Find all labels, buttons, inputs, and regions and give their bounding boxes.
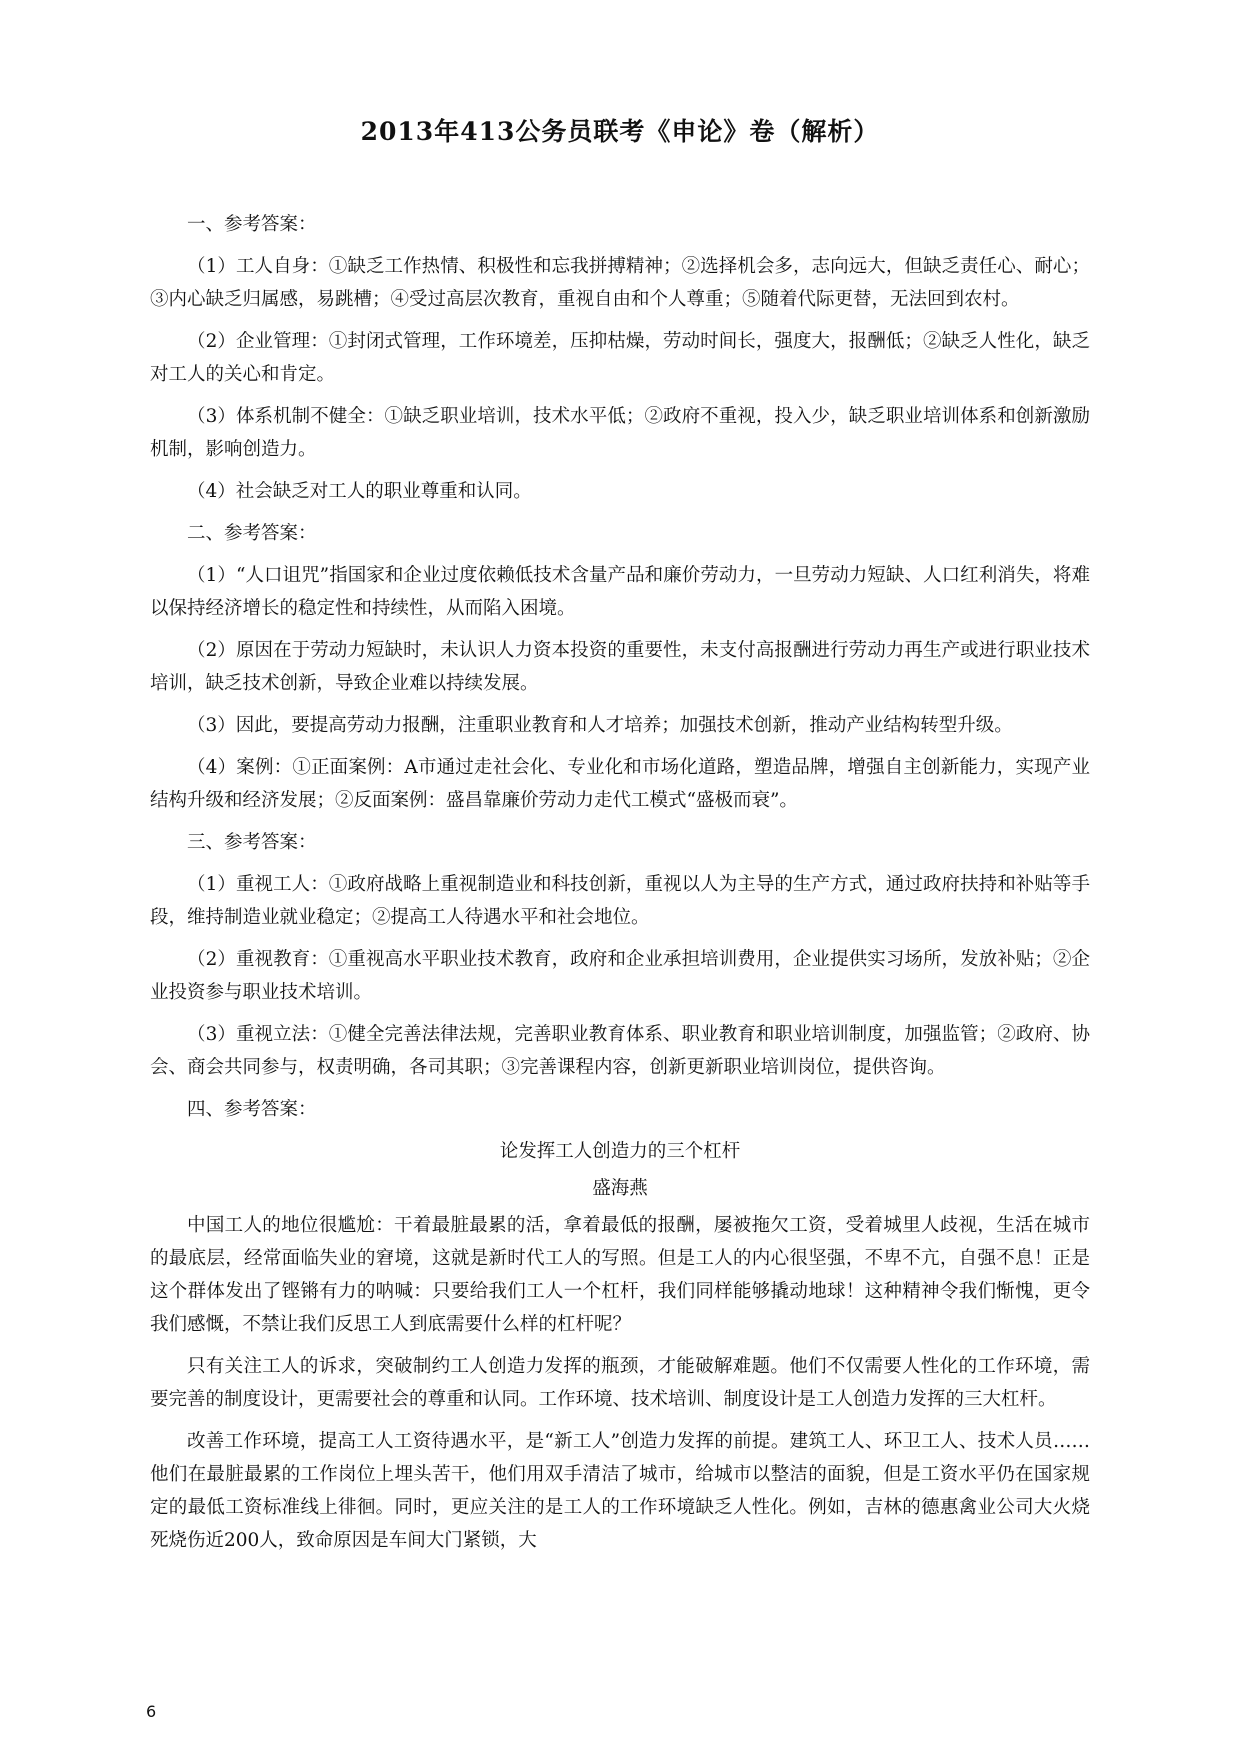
essay-title: 论发挥工人创造力的三个杠杆 (499, 1141, 741, 1162)
answer-paragraph: （3）体系机制不健全：①缺乏职业培训，技术水平低；②政府不重视，投入少，缺乏职业培训体系和创新激励机制，影响创造力。 (150, 406, 1090, 460)
answer-paragraph: （2）重视教育：①重视高水平职业技术教育，政府和企业承担培训费用，企业提供实习场所，发放补贴；②企业投资参与职业技术培训。 (150, 949, 1090, 1003)
essay-paragraph: 中国工人的地位很尴尬：干着最脏最累的活，拿着最低的报酬，屡被拖欠工资，受着城里人歧视，生活在城市的最底层，经常面临失业的窘境，这就是新时代工人的写照。但是工人的内心很坚强，不卑不亢，自强不息！正是这个群体发出了铿锵有力的呐喊：只要给我们工人一个杠杆，我们同样能够撬动地球！这种精神令我们惭愧，更令我们感慨，不禁让我们反思工人到底需要什么样的杠杆呢？ (150, 1215, 1090, 1335)
section-heading-4: 四、参考答案： (187, 1099, 317, 1120)
answer-paragraph: （1）重视工人：①政府战略上重视制造业和科技创新，重视以人为主导的生产方式，通过政府扶持和补贴等手段，维持制造业就业稳定；②提高工人待遇水平和社会地位。 (150, 874, 1090, 928)
answer-paragraph: （3）重视立法：①健全完善法律法规，完善职业教育体系、职业教育和职业培训制度，加强监管；②政府、协会、商会共同参与，权责明确，各司其职；③完善课程内容，创新更新职业培训岗位，提供咨询。 (150, 1024, 1090, 1078)
answer-paragraph: （1）工人自身：①缺乏工作热情、积极性和忘我拼搏精神；②选择机会多，志向远大，但缺乏责任心、耐心；③内心缺乏归属感，易跳槽；④受过高层次教育，重视自由和个人尊重；⑤随着代际更替，无法回到农村。 (150, 256, 1090, 310)
answer-paragraph: （4）案例：①正面案例：A市通过走社会化、专业化和市场化道路，塑造品牌，增强自主创新能力，实现产业结构升级和经济发展；②反面案例：盛昌靠廉价劳动力走代工模式“盛极而衰”。 (150, 757, 1090, 811)
answer-paragraph: （2）原因在于劳动力短缺时，未认识人力资本投资的重要性，未支付高报酬进行劳动力再生产或进行职业技术培训，缺乏技术创新，导致企业难以持续发展。 (150, 640, 1090, 694)
answer-paragraph: （3）因此，要提高劳动力报酬，注重职业教育和人才培养；加强技术创新，推动产业结构转型升级。 (187, 715, 1013, 736)
page-number: 6 (146, 1702, 157, 1721)
section-heading-1: 一、参考答案： (187, 214, 317, 235)
answer-paragraph: （1）“人口诅咒”指国家和企业过度依赖低技术含量产品和廉价劳动力，一旦劳动力短缺、人口红利消失，将难以保持经济增长的稳定性和持续性，从而陷入困境。 (150, 565, 1090, 619)
section-heading-3: 三、参考答案： (187, 832, 317, 853)
answer-paragraph: （4）社会缺乏对工人的职业尊重和认同。 (187, 481, 532, 502)
document-body (150, 208, 1090, 1566)
essay-paragraph: 只有关注工人的诉求，突破制约工人创造力发挥的瓶颈，才能破解难题。他们不仅需要人性化的工作环境，需要完善的制度设计，更需要社会的尊重和认同。工作环境、技术培训、制度设计是工人创造力发挥的三大杠杆。 (150, 1356, 1090, 1410)
section-heading-2: 二、参考答案： (187, 523, 317, 544)
page-title: 2013年413公务员联考《申论》卷（解析） (360, 117, 880, 146)
essay-author: 盛海燕 (592, 1178, 648, 1199)
answer-paragraph: （2）企业管理：①封闭式管理，工作环境差，压抑枯燥，劳动时间长，强度大，报酬低；②缺乏人性化，缺乏对工人的关心和肯定。 (150, 331, 1090, 385)
essay-paragraph: 改善工作环境，提高工人工资待遇水平，是“新工人”创造力发挥的前提。建筑工人、环卫工人、技术人员……他们在最脏最累的工作岗位上埋头苦干，他们用双手清洁了城市，给城市以整洁的面貌，但是工资水平仍在国家规定的最低工资标准线上徘徊。同时，更应关注的是工人的工作环境缺乏人性化。例如，吉林的德惠禽业公司大火烧死烧伤近200人，致命原因是车间大门紧锁，大 (150, 1431, 1090, 1551)
